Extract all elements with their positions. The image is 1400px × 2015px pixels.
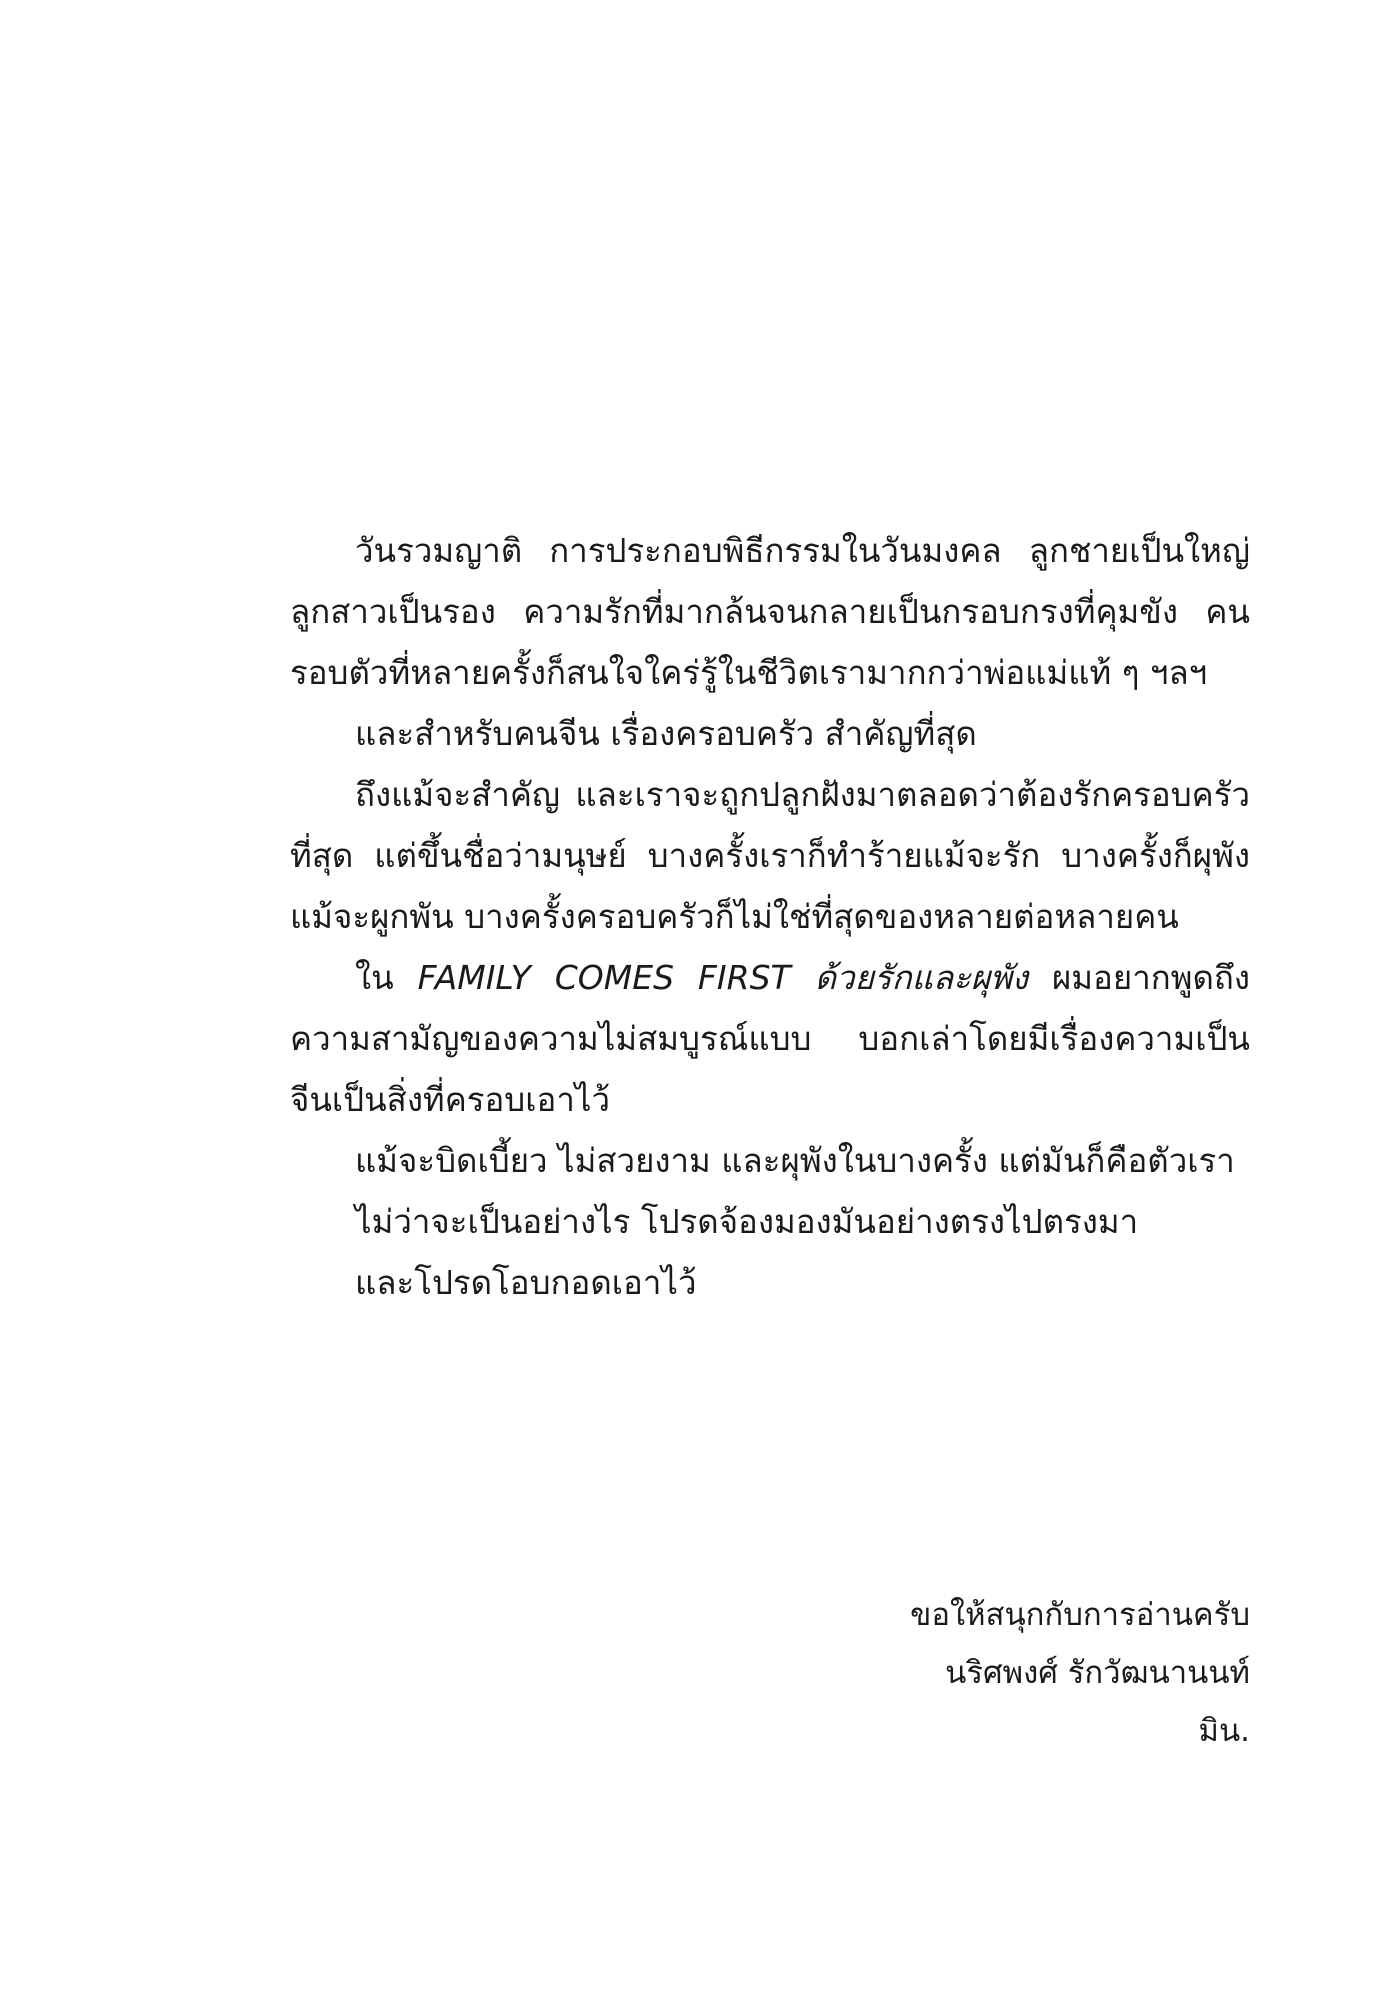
signature-block	[910, 1586, 1250, 1760]
signature-nickname: มิน.	[1198, 1713, 1250, 1749]
paragraph-3: ถึงแม้จะสำคัญ และเราจะถูกปลูกฝังมาตลอดว่าต้องรักครอบครัวที่สุด แต่ขึ้นชื่อว่ามนุษย์ บางครั้งเราก็ทำร้ายแม้จะรัก บางครั้งก็ผุพังแม้จะผูกพัน บางครั้งครอบครัวก็ไม่ใช่ที่สุดของหลายต่อหลายคน	[290, 775, 1250, 936]
paragraph-5: แม้จะบิดเบี้ยว ไม่สวยงาม และผุพังในบางครั้ง แต่มันก็คือตัวเรา	[355, 1141, 1235, 1180]
signature-closing: ขอให้สนุกกับการอ่านครับ	[910, 1597, 1250, 1633]
paragraph-1: วันรวมญาติ การประกอบพิธีกรรมในวันมงคล ลูกชายเป็นใหญ่ ลูกสาวเป็นรอง ความรักที่มากล้นจนกลายเป็นกรอบกรงที่คุมขัง คนรอบตัวที่หลายครั้งก็สนใจใคร่รู้ในชีวิตเรามากกว่าพ่อแม่แท้ ๆ ฯลฯ	[290, 531, 1250, 692]
signature-author: นริศพงศ์ รักวัฒนานนท์	[945, 1655, 1250, 1691]
paragraph-7: และโปรดโอบกอดเอาไว้	[355, 1263, 697, 1302]
paragraph-4-prefix: ใน	[355, 958, 418, 997]
preface-body	[290, 520, 1250, 1313]
paragraph-6: ไม่ว่าจะเป็นอย่างไร โปรดจ้องมองมันอย่างตรงไปตรงมา	[355, 1202, 1139, 1241]
book-title: FAMILY COMES FIRST ด้วยรักและผุพัง	[417, 958, 1029, 997]
paragraph-2: และสำหรับคนจีน เรื่องครอบครัว สำคัญที่สุด	[355, 714, 977, 753]
paragraph-4	[290, 947, 1250, 1130]
paragraph-4-suffix: ผมอยากพูดถึงความสามัญของความไม่สมบูรณ์แบบ บอกเล่าโดยมีเรื่องความเป็นจีนเป็นสิ่งที่ครอบเอาไว้	[290, 958, 1250, 1119]
